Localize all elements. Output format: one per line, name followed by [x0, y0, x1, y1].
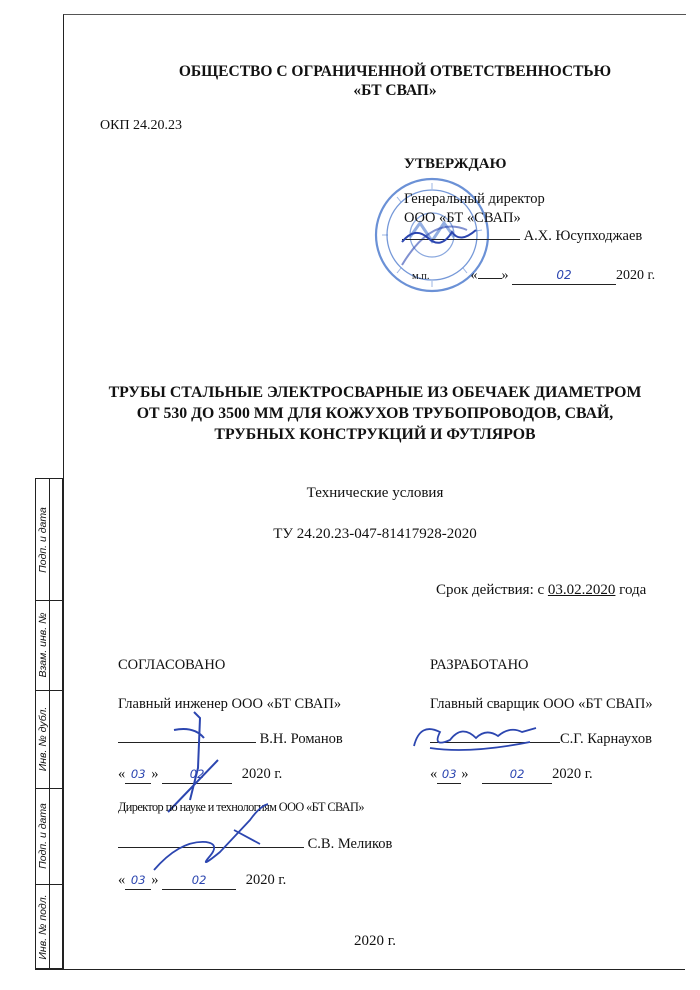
- document-title: [70, 382, 680, 445]
- title-line2: ОТ 530 ДО 3500 ММ ДЛЯ КОЖУХОВ ТРУБОПРОВОДОВ, СВАЙ,: [136, 405, 614, 422]
- side-label: Подп. и дата: [37, 803, 49, 869]
- agreed-person1-day: 03: [130, 767, 146, 781]
- validity-date: 03.02.2020: [547, 582, 616, 598]
- approve-company: ООО «БТ «СВАП»: [404, 210, 521, 226]
- title-line3: ТРУБНЫХ КОНСТРУКЦИЙ И ФУТЛЯРОВ: [214, 426, 536, 443]
- org-line1: ОБЩЕСТВО С ОГРАНИЧЕННОЙ ОТВЕТСТВЕННОСТЬЮ: [178, 63, 612, 80]
- developed-position: Главный сварщик ООО «БТ СВАП»: [430, 696, 653, 712]
- developed-month: 02: [509, 767, 525, 781]
- karnaukhov-signature-icon: [410, 718, 540, 754]
- approve-position: Генеральный директор: [404, 191, 545, 207]
- agreed-person2-name: С.В. Меликов: [307, 836, 393, 852]
- approve-date-line: [412, 268, 655, 285]
- page-bottom-line: [35, 969, 685, 970]
- approve-heading: УТВЕРЖДАЮ: [404, 156, 507, 172]
- footer-year: 2020 г.: [354, 933, 396, 949]
- side-cell-sign-date-1: [36, 479, 62, 601]
- agreed-person2-position: Директор по науке и технологиям ООО «БТ СВАП»: [118, 800, 364, 814]
- validity-line: [436, 582, 646, 599]
- side-cell-dup-inv: [36, 690, 62, 789]
- developed-heading: РАЗРАБОТАНО: [430, 657, 529, 673]
- approve-year: 2020 г.: [616, 268, 656, 283]
- side-label: Инв. № подл.: [37, 894, 49, 960]
- melikov-signature-icon: [150, 800, 280, 880]
- org-header: [130, 62, 660, 100]
- agreed-person1-position: Главный инженер ООО «БТ СВАП»: [118, 696, 342, 712]
- agreed-person2-date-line: « 03 » 02 2020 г.: [118, 872, 287, 888]
- developed-date-line: « 03 » 02 2020 г.: [430, 766, 593, 782]
- side-label: Инв. № дубл.: [37, 706, 49, 772]
- agreed-person2-year: 2020 г.: [245, 872, 287, 888]
- date-quote-close: »: [501, 268, 509, 283]
- approve-month: 02: [556, 268, 572, 282]
- developed-day: 03: [441, 767, 457, 781]
- side-label: Взам. инв. №: [37, 612, 49, 678]
- approve-name: А.Х. Юсупходжаев: [523, 228, 643, 244]
- org-line2: «БТ СВАП»: [353, 82, 437, 99]
- agreed-person1-name: В.Н. Романов: [259, 731, 343, 747]
- mp-label: м.п.: [412, 271, 430, 282]
- side-cell-replace-inv: [36, 600, 62, 691]
- okp-code: ОКП 24.20.23: [100, 118, 183, 133]
- developed-year: 2020 г.: [552, 766, 593, 782]
- side-label: Подп. и дата: [37, 506, 49, 573]
- agreed-heading: СОГЛАСОВАНО: [118, 657, 226, 673]
- agreed-person1-sign-line: [118, 731, 343, 748]
- agreed-person2-day: 03: [130, 873, 146, 887]
- validity-suffix: года: [615, 582, 647, 598]
- date-quote-open: «: [470, 268, 478, 283]
- tu-number: ТУ 24.20.23-047-81417928-2020: [273, 526, 477, 542]
- agreed-person1-month: 02: [189, 767, 205, 781]
- agreed-person1-year: 2020 г.: [241, 766, 283, 782]
- document-subtitle: Технические условия: [306, 485, 444, 501]
- title-line1: ТРУБЫ СТАЛЬНЫЕ ЭЛЕКТРОСВАРНЫЕ ИЗ ОБЕЧАЕК ДИАМЕТРОМ: [108, 384, 642, 401]
- side-cell-sign-date-2: [36, 788, 62, 885]
- developed-name: С.Г. Карнаухов: [560, 731, 652, 747]
- side-stamp-block: [35, 478, 63, 969]
- agreed-person2-month: 02: [191, 873, 207, 887]
- agreed-person1-date-line: « 03 » 02 2020 г.: [118, 766, 283, 782]
- director-signature-icon: [400, 222, 480, 250]
- side-cell-orig-inv: [36, 884, 62, 970]
- validity-label: Срок действия: с: [436, 582, 548, 598]
